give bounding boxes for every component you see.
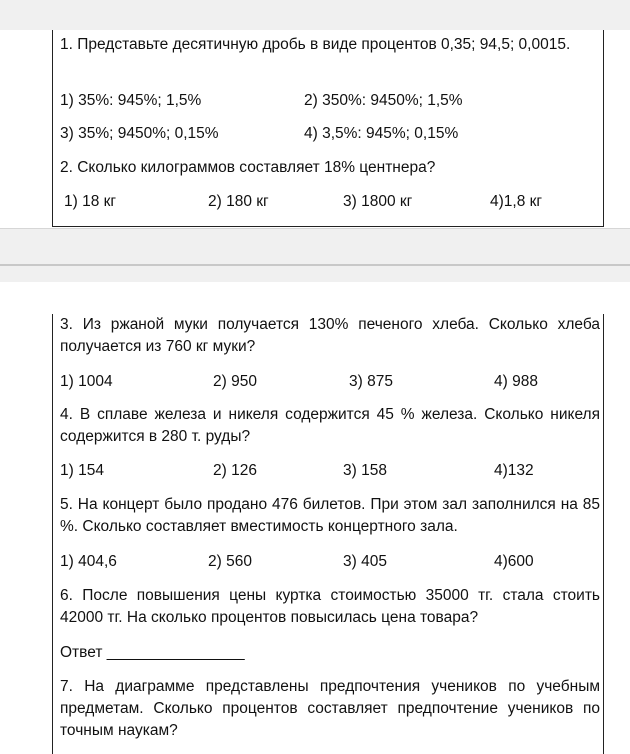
question-1-option-2: 2) 350%: 9450%; 1,5%: [304, 92, 463, 109]
question-5-option-3: 3) 405: [343, 553, 387, 570]
question-3-option-4: 4) 988: [494, 373, 538, 390]
question-3-text: 3. Из ржаной муки получается 130% печеного хлеба. Сколько хлеба получается из 760 кг муки?: [60, 316, 600, 355]
question-3-option-2: 2) 950: [213, 373, 257, 390]
question-5-text: 5. На концерт было продано 476 билетов. При этом зал заполнился на 85 %. Сколько составляет вместимость концертного зала.: [60, 496, 600, 535]
question-1-option-3: 3) 35%; 9450%; 0,15%: [60, 125, 219, 142]
question-4-option-2: 2) 126: [213, 462, 257, 479]
question-1-option-4: 4) 3,5%: 945%; 0,15%: [304, 125, 459, 142]
question-4-option-3: 3) 158: [343, 462, 387, 479]
question-5-option-4: 4)600: [494, 553, 534, 570]
question-5-option-1: 1) 404,6: [60, 553, 117, 570]
question-2-option-4: 4)1,8 кг: [490, 193, 543, 210]
question-2-option-2: 2) 180 кг: [208, 193, 269, 210]
top-page-gap: [0, 0, 630, 31]
page-gap: [0, 228, 630, 265]
question-5-option-2: 2) 560: [208, 553, 252, 570]
question-2-text: 2. Сколько килограммов составляет 18% центнера?: [60, 159, 436, 176]
question-3-option-3: 3) 875: [349, 373, 393, 390]
question-3-option-1: 1) 1004: [60, 373, 113, 390]
page-separator: [0, 264, 630, 284]
question-1-text: 1. Представьте десятичную дробь в виде процентов 0,35; 94,5; 0,0015.: [60, 36, 571, 53]
question-1-option-1: 1) 35%: 945%; 1,5%: [60, 92, 202, 109]
question-2-option-3: 3) 1800 кг: [343, 193, 413, 210]
question-6-text: 6. После повышения цены куртка стоимостью 35000 тг. стала стоить 42000 тг. На сколько процентов повысилась цена товара?: [60, 587, 600, 626]
question-4-option-4: 4)132: [494, 462, 534, 479]
question-4-option-1: 1) 154: [60, 462, 104, 479]
question-4-text: 4. В сплаве железа и никеля содержится 45 % железа. Сколько никеля содержится в 280 т. руды?: [60, 406, 600, 445]
question-6-answer-line: Ответ ________________: [60, 644, 245, 661]
question-7-text: 7. На диаграмме представлены предпочтения учеников по учебным предметам. Сколько процентов составляет предпочтение учеников по точным наукам?: [60, 678, 600, 739]
question-2-option-1: 1) 18 кг: [64, 193, 117, 210]
